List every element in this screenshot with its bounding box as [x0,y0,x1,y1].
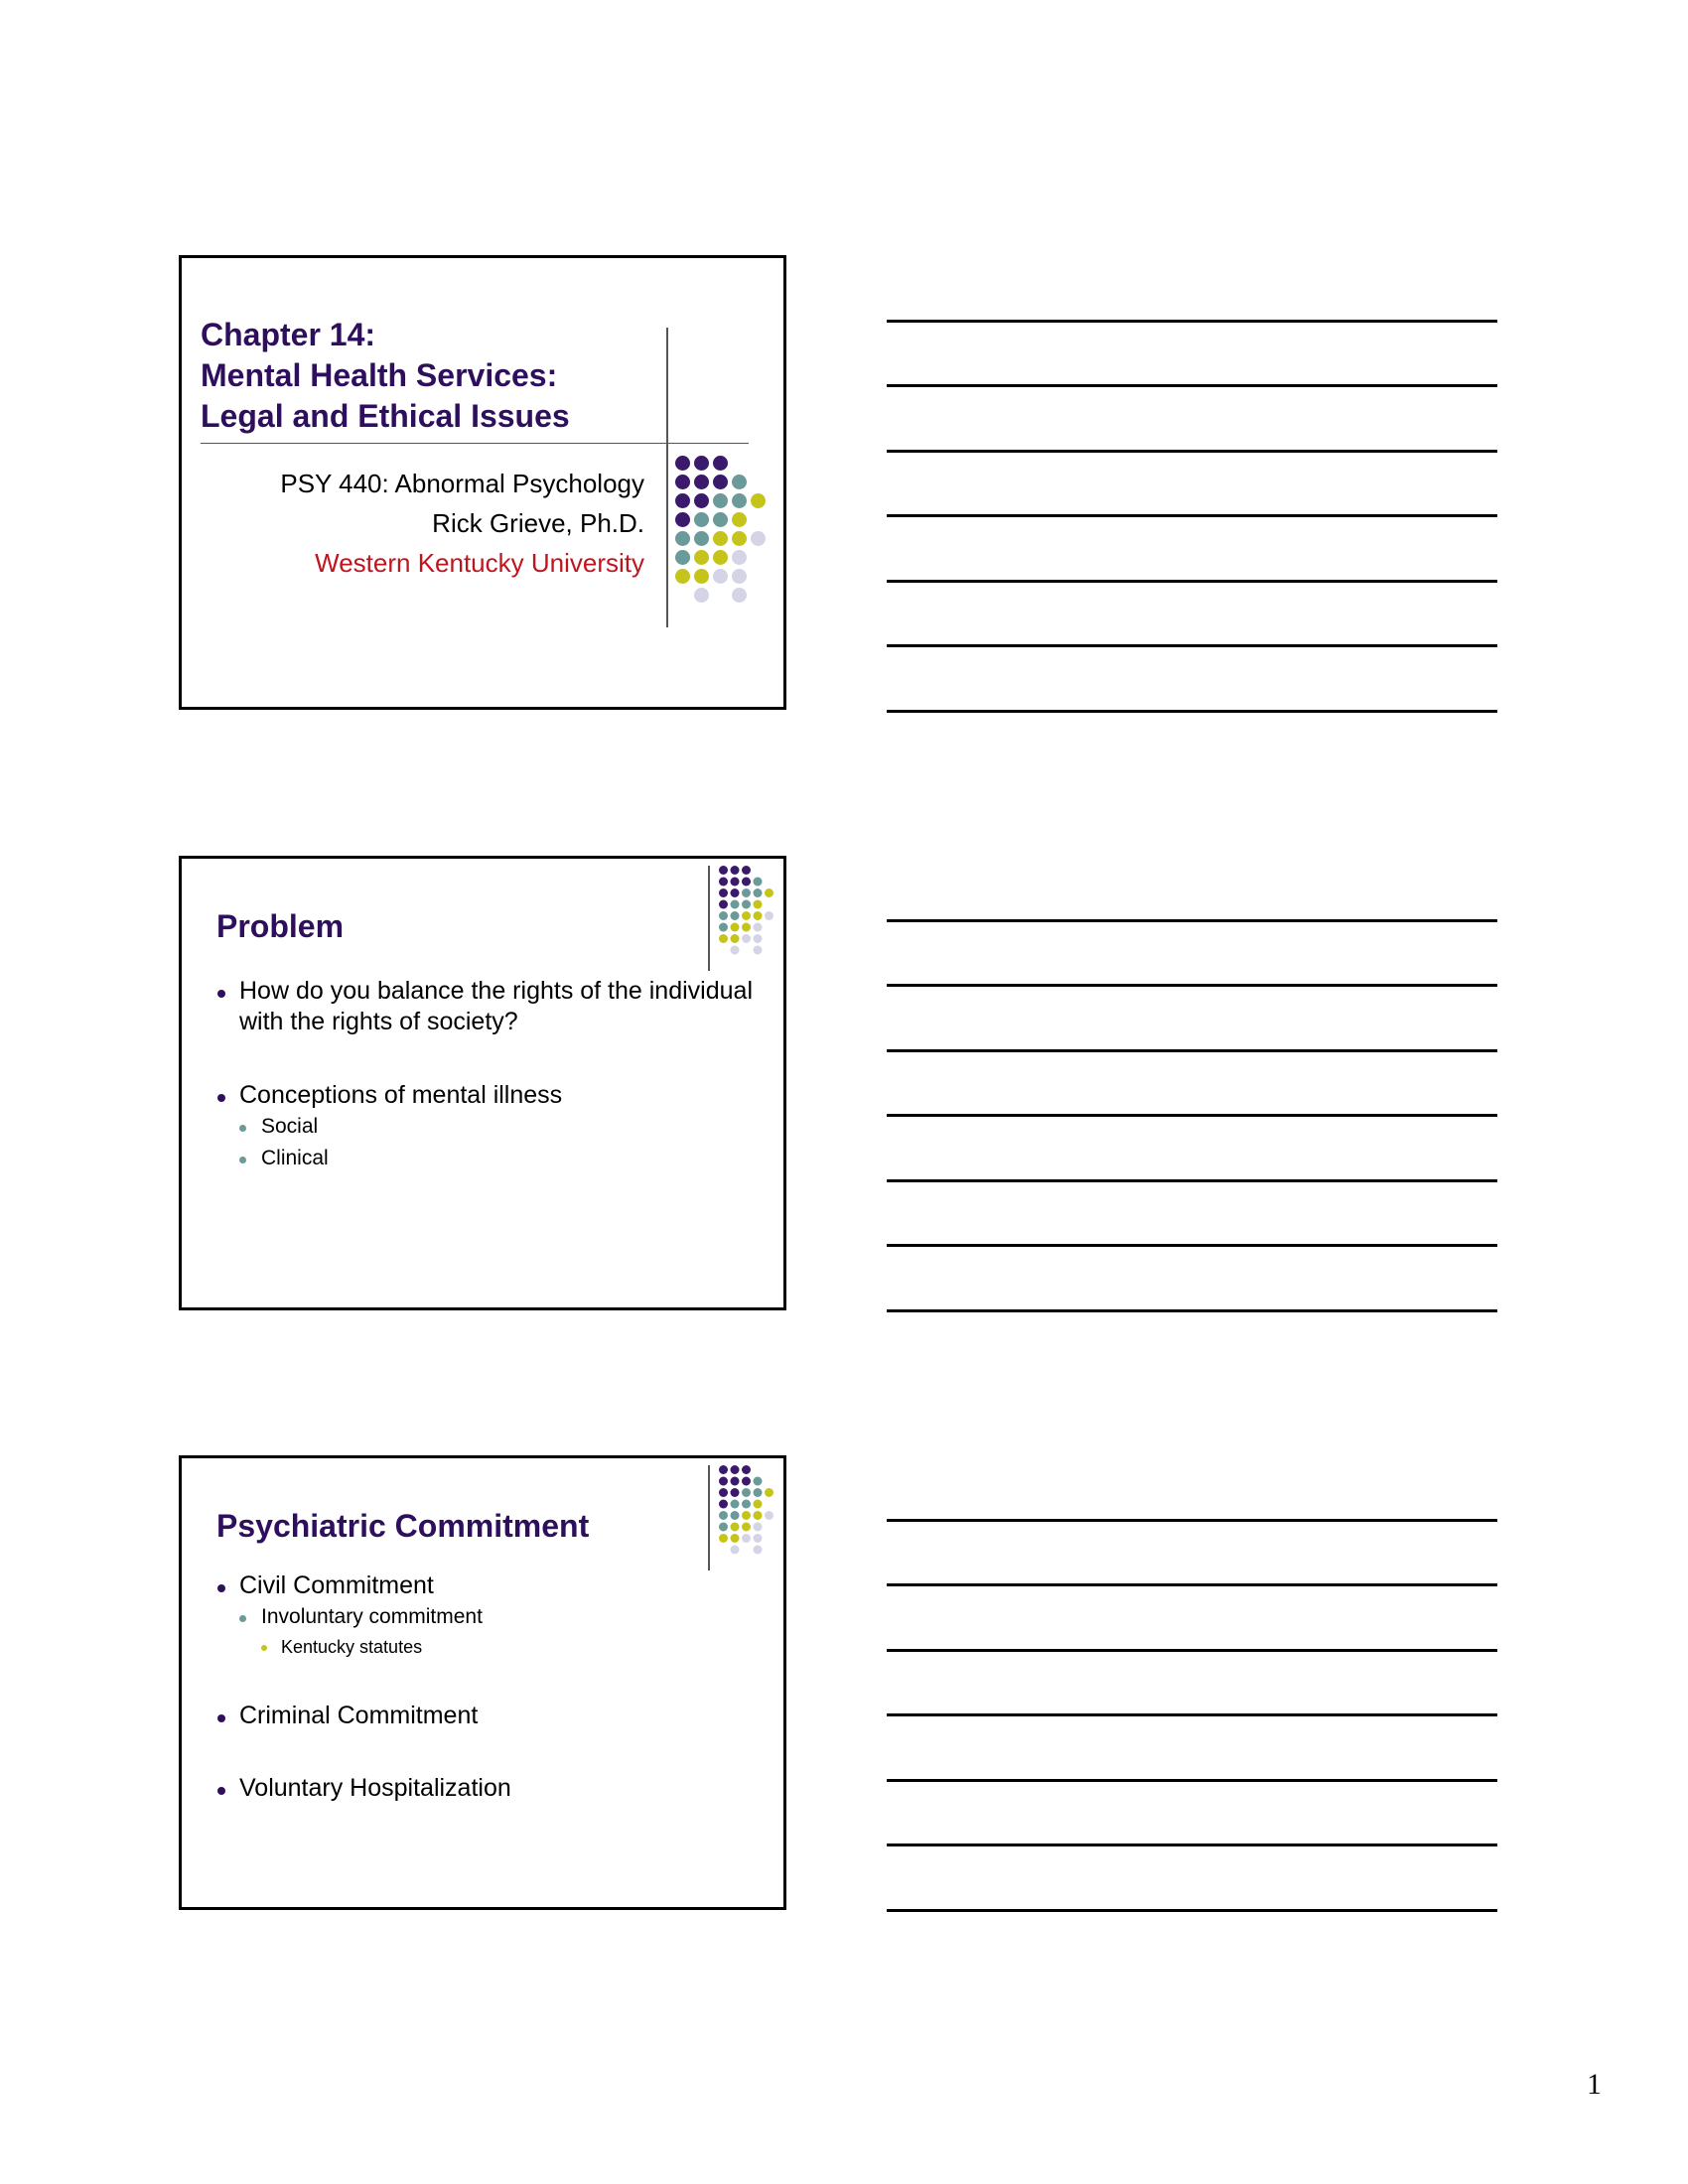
decorative-dot [742,1465,751,1474]
decorative-dot [751,493,766,508]
title-line-2: Mental Health Services: [201,357,558,393]
slide-3-title: Psychiatric Commitment [216,1508,590,1544]
decorative-dot [719,1500,728,1509]
slide-3-psychiatric-commitment [179,1455,786,1910]
decorative-dot [754,1500,763,1509]
decorative-dot [731,1477,740,1486]
decorative-dot [754,888,763,897]
decorative-dot [732,550,747,565]
decorative-dot [731,866,740,875]
decorative-dot [732,531,747,546]
decorative-dot [742,1511,751,1520]
decorative-dot [694,550,709,565]
note-line [887,1179,1497,1182]
decorative-dot [742,866,751,875]
decorative-dot [694,475,709,489]
decorative-dot [675,493,690,508]
note-line [887,1049,1497,1052]
decorative-dot [731,1465,740,1474]
decorative-dot [754,900,763,909]
decorative-dot [719,934,728,943]
title-vertical-divider [666,328,668,627]
decorative-dot [751,531,766,546]
decorative-dot [675,531,690,546]
decorative-dot [754,923,763,932]
note-line [887,580,1497,583]
decorative-dot [719,878,728,887]
decorative-dot [694,569,709,584]
slide-2-problem [179,856,786,1310]
decorative-dot [731,1534,740,1543]
university-name: Western Kentucky University [315,548,644,578]
decorative-dot [719,923,728,932]
sub-bullet-item: Social [215,1111,783,1143]
decorative-dot [742,1534,751,1543]
decorative-dot [742,1488,751,1497]
decorative-dot [675,456,690,471]
decorative-dot [742,923,751,932]
decorative-dot [675,550,690,565]
decorative-dot [731,1488,740,1497]
decorative-dot-grid [675,456,771,622]
note-line [887,1779,1497,1782]
decorative-dot [754,911,763,920]
decorative-dot [742,878,751,887]
note-line [887,450,1497,453]
decorative-dot [713,512,728,527]
decorative-dot [713,569,728,584]
decorative-dot [719,1534,728,1543]
decorative-dot [731,1511,740,1520]
decorative-dot [694,456,709,471]
instructor-name: Rick Grieve, Ph.D. [432,508,644,538]
decorative-dot [731,888,740,897]
decorative-dot [754,1546,763,1555]
decorative-dot [713,456,728,471]
decorative-dot [731,1546,740,1555]
slide-1-title [179,255,786,710]
bullet-item: Voluntary Hospitalization [215,1773,511,1804]
bullet-item: Civil Commitment [215,1570,511,1601]
decorative-dot [731,911,740,920]
slide-2-bullets [215,976,783,1174]
decorative-dot [742,911,751,920]
decorative-dot [731,1500,740,1509]
decorative-dot [754,1511,763,1520]
decorative-dot [754,946,763,955]
note-line [887,1309,1497,1312]
note-line [887,1713,1497,1716]
decorative-dot [742,934,751,943]
bullet-item: How do you balance the rights of the individual with the rights of society? [215,976,783,1037]
decorative-dot [719,1477,728,1486]
decorative-dot [719,911,728,920]
decorative-dot [765,1488,774,1497]
decorative-dot [731,934,740,943]
decorative-dot [713,550,728,565]
decorative-dot [754,1488,763,1497]
course-name: PSY 440: Abnormal Psychology [280,469,644,498]
decorative-dot [719,888,728,897]
decorative-dot [694,588,709,603]
decorative-dot [742,1523,751,1532]
decorative-dot [694,531,709,546]
decorative-dot [754,1534,763,1543]
note-line [887,1114,1497,1117]
note-line [887,984,1497,987]
decorative-dot [754,878,763,887]
decorative-dot [694,493,709,508]
decorative-dot [765,1511,774,1520]
slide-1-title-text [201,315,570,437]
slide-1-subtitle [280,464,644,583]
page-number: 1 [1587,2068,1602,2101]
decorative-dot [732,493,747,508]
note-line [887,1519,1497,1522]
decorative-dot [731,923,740,932]
decorative-dot [732,588,747,603]
note-line [887,384,1497,387]
note-line [887,1843,1497,1846]
decorative-dot [713,531,728,546]
decorative-dot [731,878,740,887]
decorative-dot [719,1488,728,1497]
decorative-dot [719,900,728,909]
decorative-dot [713,475,728,489]
decorative-dot [754,1477,763,1486]
decorative-dot [675,475,690,489]
decorative-dot [731,1523,740,1532]
note-line [887,919,1497,922]
slide-3-bullets [215,1570,511,1804]
decorative-dot-grid [719,1465,778,1563]
decorative-dot [732,475,747,489]
sub-sub-bullet-item: Kentucky statutes [215,1633,511,1661]
note-line [887,1583,1497,1586]
slide-2-title: Problem [216,908,345,944]
decorative-dot [675,569,690,584]
sub-bullet-item: Involuntary commitment [215,1601,511,1633]
note-line [887,1244,1497,1247]
decorative-dot [742,900,751,909]
decorative-dot [742,1477,751,1486]
note-line [887,710,1497,713]
slide-3-vertical-divider [708,1465,710,1570]
decorative-dot [742,888,751,897]
bullet-item: Conceptions of mental illness [215,1080,783,1111]
note-line [887,1649,1497,1652]
decorative-dot [731,900,740,909]
slide-2-vertical-divider [708,866,710,971]
decorative-dot [754,1523,763,1532]
decorative-dot [765,911,774,920]
decorative-dot [719,866,728,875]
decorative-dot [732,512,747,527]
sub-bullet-item: Clinical [215,1143,783,1174]
bullet-item: Criminal Commitment [215,1701,511,1731]
decorative-dot [713,493,728,508]
decorative-dot [719,1523,728,1532]
title-line-1: Chapter 14: [201,317,376,352]
decorative-dot [731,946,740,955]
decorative-dot [675,512,690,527]
note-line [887,514,1497,517]
decorative-dot [719,1511,728,1520]
decorative-dot [732,569,747,584]
note-line [887,1909,1497,1912]
decorative-dot [742,1500,751,1509]
decorative-dot [754,934,763,943]
note-line [887,320,1497,323]
note-line [887,644,1497,647]
title-line-3: Legal and Ethical Issues [201,398,570,434]
decorative-dot [719,1465,728,1474]
decorative-dot [694,512,709,527]
decorative-dot [765,888,774,897]
decorative-dot-grid [719,866,778,963]
